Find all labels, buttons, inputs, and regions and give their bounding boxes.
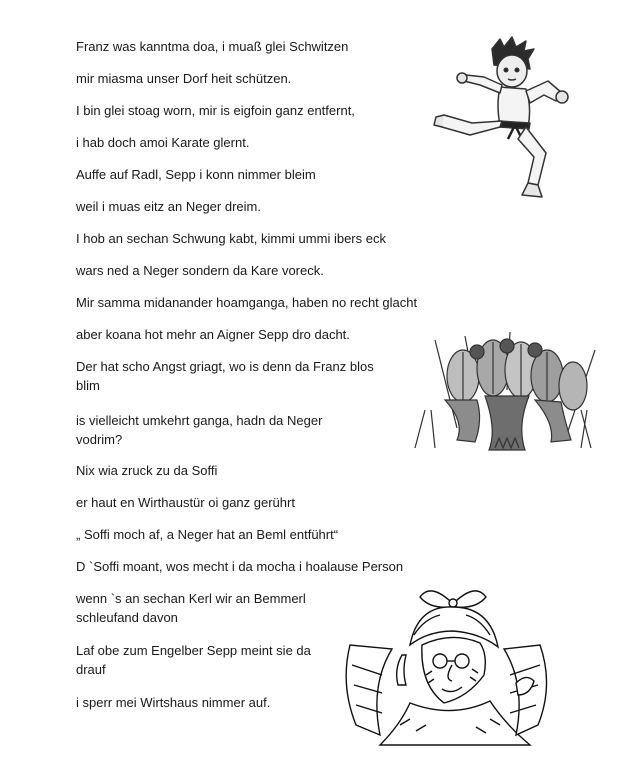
poem-line: D `Soffi moant, wos mecht i da mocha i hoalause Person [76, 559, 404, 574]
poem-line: i sperr mei Wirtshaus nimmer auf. [76, 695, 271, 710]
poem-line: I bin glei stoag worn, mir is eigfoin ganz entfernt, [76, 103, 355, 118]
poem-line: er haut en Wirthaustür oi ganz gerührt [76, 495, 295, 510]
poem-line: i hab doch amoi Karate glernt. [76, 135, 250, 150]
poem-line: is vielleicht umkehrt ganga, hadn da Neger vodrim? [76, 413, 323, 447]
poem-line: Der hat scho Angst griagt, wo is denn da Franz blos blim [76, 359, 374, 393]
poem-line: Laf obe zum Engelber Sepp meint sie da drauf [76, 643, 311, 677]
poem-line: aber koana hot mehr an Aigner Sepp dro dacht. [76, 327, 350, 342]
poem-line: mir miasma unser Dorf heit schützen. [76, 71, 292, 86]
poem-line: Nix wia zruck zu da Soffi [76, 463, 218, 478]
poem-line: Auffe auf Radl, Sepp i konn nimmer bleim [76, 167, 316, 182]
tribal-warriors-illustration [405, 330, 605, 460]
poem-line: I hob an sechan Schwung kabt, kimmi ummi ibers eck [76, 231, 386, 246]
poem-line: wenn `s an sechan Kerl wir an Bemmerl schleufand davon [76, 591, 306, 625]
old-woman-illustration [340, 585, 555, 750]
poem-line: wars ned a Neger sondern da Kare voreck. [76, 263, 324, 278]
poem-line: weil i muas eitz an Neger dreim. [76, 199, 261, 214]
karate-boy-illustration [430, 35, 580, 205]
poem-line: Mir samma midanander hoamganga, haben no recht glacht [76, 295, 418, 310]
poem-line: „ Soffi moch af, a Neger hat an Beml entführt“ [76, 527, 339, 542]
poem-line: Franz was kanntma doa, i muaß glei Schwitzen [76, 39, 349, 54]
